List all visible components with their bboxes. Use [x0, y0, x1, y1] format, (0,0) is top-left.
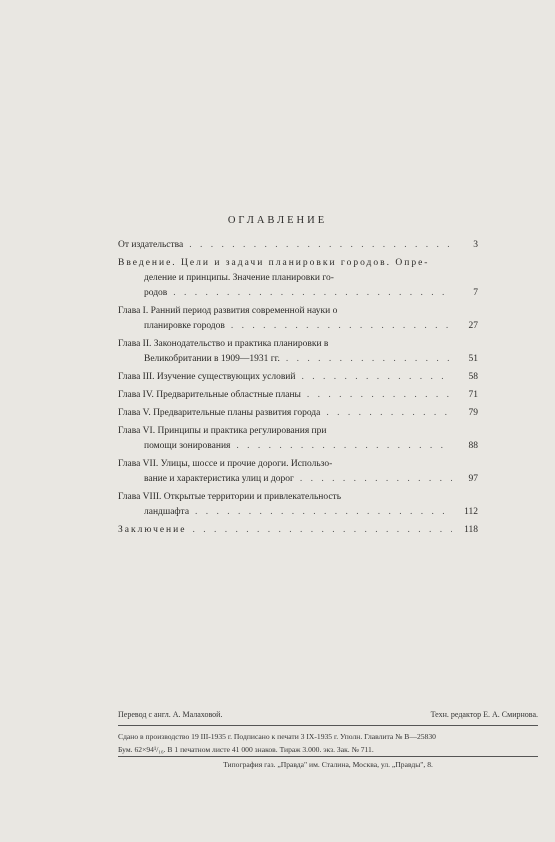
- leader-dots: [236, 439, 452, 454]
- table-of-contents: [118, 238, 478, 541]
- toc-entry-text: деление и принципы. Значение планировки го-: [144, 273, 334, 283]
- toc-entry: [118, 490, 478, 520]
- toc-entry: [118, 388, 478, 403]
- toc-entry-text: Глава V. Предварительные планы развития города: [118, 408, 321, 418]
- toc-entry: [118, 523, 478, 538]
- translator-credit: Перевод с англ. А. Малаховой.: [118, 710, 223, 719]
- toc-entry-text: помощи зонирования: [144, 441, 231, 451]
- divider: [118, 725, 538, 726]
- toc-page-number: 71: [468, 390, 478, 400]
- leader-dots: [231, 319, 452, 334]
- leader-dots: [300, 472, 452, 487]
- toc-entry-text: Заключение: [118, 525, 187, 535]
- leader-dots: [286, 352, 452, 367]
- toc-page-number: 118: [464, 525, 478, 535]
- toc-entry: [118, 304, 478, 334]
- editor-credit: Техн. редактор Е. А. Смирнова.: [430, 710, 538, 719]
- toc-entry-text: планировке городов: [144, 321, 225, 331]
- toc-entry-text: ландшафта: [144, 507, 190, 517]
- toc-page-number: 97: [468, 474, 478, 484]
- toc-entry-text: родов: [144, 288, 168, 298]
- toc-page-number: 88: [468, 441, 478, 451]
- toc-entry-text: Глава IV. Предварительные областные планы: [118, 390, 301, 400]
- toc-page-number: 112: [464, 507, 478, 517]
- toc-entry-text: Глава VI. Принципы и практика регулирования при: [118, 426, 327, 436]
- toc-entry-text: Глава VIII. Открытые территории и привлекательность: [118, 492, 342, 502]
- print-details-line: Сдано в производство 19 III-1935 г. Подписано к печати 3 IX-1935 г. Уполн. Главлита № В—25830: [118, 732, 436, 741]
- leader-dots: [173, 286, 452, 301]
- toc-entry: [118, 406, 478, 421]
- toc-entry-text: Глава II. Законодательство и практика планировки в: [118, 339, 329, 349]
- divider: [118, 756, 538, 757]
- toc-entry-text: Введение. Цели и задачи планировки городов. Опре-: [118, 258, 430, 268]
- toc-entry-text: Глава III. Изучение существующих условий: [118, 372, 296, 382]
- print-details-line: Бум. 62×94¹/₁₆. В 1 печатном листе 41 000 знаков. Тираж 3.000. экз. Зак. № 711.: [118, 745, 374, 754]
- toc-entry-text: Великобритании в 1909—1931 гг.: [144, 354, 280, 364]
- leader-dots: [192, 523, 452, 538]
- toc-entry: [118, 238, 478, 253]
- toc-page-number: 79: [468, 408, 478, 418]
- toc-entry: [118, 424, 478, 454]
- toc-page-number: 51: [468, 354, 478, 364]
- leader-dots: [326, 406, 452, 421]
- toc-entry: [118, 337, 478, 367]
- toc-entry-text: вание и характеристика улиц и дорог: [144, 474, 294, 484]
- toc-entry: [118, 457, 478, 487]
- toc-entry: [118, 370, 478, 385]
- leader-dots: [195, 505, 452, 520]
- toc-page-number: 27: [468, 321, 478, 331]
- toc-entry-text: Глава I. Ранний период развития современной науки о: [118, 306, 338, 316]
- print-details: [118, 730, 538, 756]
- leader-dots: [307, 388, 452, 403]
- leader-dots: [189, 238, 452, 253]
- toc-page-number: 7: [473, 288, 478, 298]
- toc-page-number: 3: [473, 240, 478, 250]
- printing-house: Типография газ. „Правда" им. Сталина, Москва, ул. „Правды", 8.: [223, 760, 433, 769]
- toc-title: ОГЛАВЛЕНИЕ: [227, 215, 328, 226]
- leader-dots: [301, 370, 452, 385]
- toc-entry-text: Глава VII. Улицы, шоссе и прочие дороги. Использо-: [118, 459, 333, 469]
- toc-entry: [118, 256, 478, 301]
- toc-entry-text: От издательства: [118, 240, 184, 250]
- credits-line: [118, 710, 538, 719]
- toc-page-number: 58: [468, 372, 478, 382]
